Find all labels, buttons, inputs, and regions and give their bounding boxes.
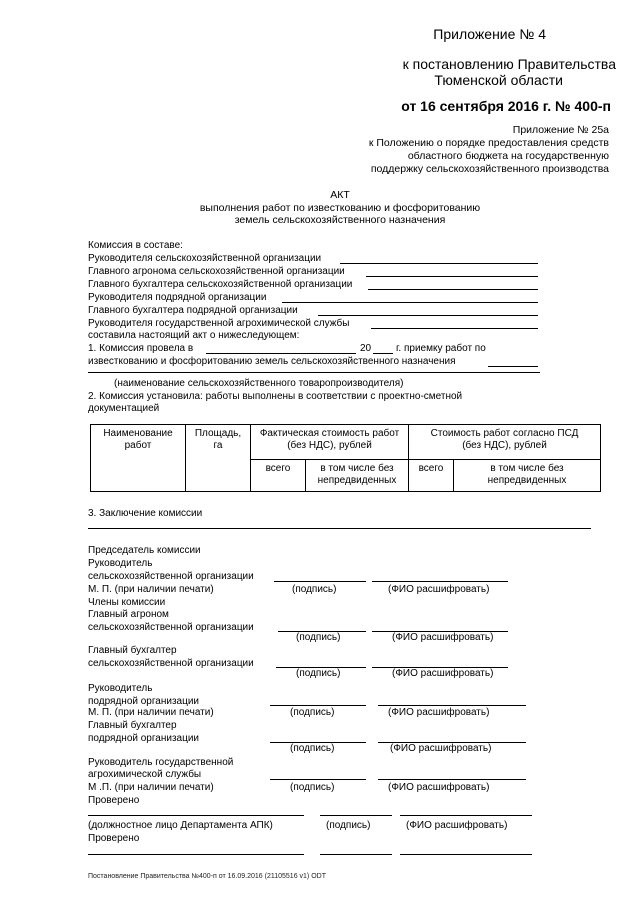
p2-line-2: документацией [88,403,160,414]
sub-line-2: областного бюджета на государственную [407,150,609,162]
p1-line-2: известкованию и фосфоритованию земель сельскохозяйственного назначения [88,356,456,367]
member-line-1: Руководителя сельскохозяйственной организации [88,253,322,264]
act-subtitle-1: выполнения работ по известкованию и фосфоритованию [199,202,481,214]
official-fio-blank[interactable] [400,815,532,816]
member-blank-3[interactable] [368,289,538,290]
works-table [90,424,601,492]
agronomist-signature-caption: (подпись) [296,632,341,643]
member-line-5: Главного бухгалтера подрядной организации [88,305,298,316]
p1-line2-blank[interactable] [488,366,538,367]
member-line-2: Главного агронома сельскохозяйственной организации [88,266,345,277]
members-label: Члены комиссии [88,597,166,608]
p1-date-blank[interactable] [206,353,356,354]
member-blank-1[interactable] [340,263,538,264]
chairman-signature-caption: (подпись) [292,584,337,595]
official-blank[interactable] [88,815,304,816]
contractor-acc-label: Главный бухгалтер [88,720,177,731]
official-caption: (должностное лицо Департамента АПК) [88,820,273,831]
member-line-4: Руководителя подрядной организации [88,292,267,303]
member-line-3: Главного бухгалтера сельскохозяйственной организации [88,279,353,290]
agrochem-signature-blank[interactable] [270,779,366,780]
checked2-fio-blank[interactable] [400,854,532,855]
th-work-name: Наименование работ [91,425,186,492]
agrochem-org: агрохимической службы [88,769,202,780]
act-title: АКТ [330,189,350,201]
accountant-fio-caption: (ФИО расшифровать) [392,668,494,679]
th-actual-unforeseen: в том числе без непредвиденных [306,460,409,492]
agrochem-stamp: М .П. (при наличии печати) [88,782,214,793]
accountant-org: сельскохозяйственной организации [88,658,254,669]
appendix-title: Приложение № 4 [433,26,546,42]
chairman-fio-caption: (ФИО расшифровать) [388,584,490,595]
p3-conclusion: 3. Заключение комиссии [88,508,203,519]
p2-line-1: 2. Комиссия установила: работы выполнены в соответствии с проектно-сметной [88,391,463,402]
sub-line-3: поддержку сельскохозяйственного производства [370,163,609,175]
producer-name-blank[interactable] [88,372,540,373]
official-signature-blank[interactable] [320,815,392,816]
th-actual-total: всего [251,460,306,492]
checked-label-1: Проверено [88,795,140,806]
chairman-signature-blank[interactable] [274,581,366,582]
th-psd-total: всего [409,460,454,492]
contractor-acc-org: подрядной организации [88,733,200,744]
contractor-stamp: М. П. (при наличии печати) [88,707,214,718]
agrochem-label: Руководитель государственной [88,757,234,768]
chairman-org: сельскохозяйственной организации [88,571,254,582]
agrochem-signature-caption: (подпись) [290,782,335,793]
contractor-head-signature-caption: (подпись) [290,707,335,718]
agrochem-fio-blank[interactable] [378,779,526,780]
contractor-head-label: Руководитель [88,683,153,694]
th-psd-cost: Стоимость работ согласно ПСД (без НДС), рублей [409,425,601,460]
date-number: от 16 сентября 2016 г. № 400-п [401,98,611,114]
th-area: Площадь, га [186,425,251,492]
contractor-head-fio-caption: (ФИО расшифровать) [388,707,490,718]
document-footer: Постановление Правительства №400-п от 16.09.2016 (21105516 v1) ODT [88,873,326,880]
sub-line-1: к Положению о порядке предоставления средств [368,137,609,149]
compiled-line: составила настоящий акт о нижеследующем: [88,330,300,341]
region-line: Тюменской области [434,72,563,88]
p1-end: г. приемку работ по [396,343,486,354]
official-signature-caption: (подпись) [326,820,371,831]
chairman-head: Руководитель [88,558,153,569]
conclusion-blank[interactable] [88,528,591,529]
member-blank-5[interactable] [318,315,538,316]
contractor-head-fio-blank[interactable] [378,705,526,706]
p1-year: 20 [360,343,372,354]
resolution-line: к постановлению Правительства [402,56,616,72]
sub-appendix: Приложение № 25а [512,124,609,136]
producer-caption: (наименование сельскохозяйственного товаропроизводителя) [114,378,404,389]
agronomist-label: Главный агроном [88,609,169,620]
chairman-stamp: М. П. (при наличии печати) [88,584,214,595]
p1-start: 1. Комиссия провела в [88,343,194,354]
chairman-label: Председатель комиссии [88,545,201,556]
contractor-acc-signature-caption: (подпись) [290,743,335,754]
commission-intro: Комиссия в составе: [88,240,183,251]
member-blank-2[interactable] [366,276,538,277]
official-fio-caption: (ФИО расшифровать) [406,820,508,831]
contractor-acc-fio-caption: (ФИО расшифровать) [390,743,492,754]
checked-label-2: Проверено [88,833,140,844]
member-blank-6[interactable] [371,328,538,329]
agronomist-org: сельскохозяйственной организации [88,622,254,633]
member-line-6: Руководителя государственной агрохимической службы [88,318,350,329]
member-blank-4[interactable] [282,302,538,303]
contractor-head-signature-blank[interactable] [270,705,366,706]
agrochem-fio-caption: (ФИО расшифровать) [388,782,490,793]
checked2-signature-blank[interactable] [320,854,392,855]
checked2-blank[interactable] [88,854,304,855]
th-actual-cost: Фактическая стоимость работ (без НДС), рублей [251,425,409,460]
chairman-fio-blank[interactable] [372,581,508,582]
accountant-label: Главный бухгалтер [88,645,177,656]
act-subtitle-2: земель сельскохозяйственного назначения [234,214,446,226]
th-psd-unforeseen: в том числе без непредвиденных [454,460,601,492]
p1-year-blank[interactable] [373,353,393,354]
contractor-head-org: подрядной организации [88,696,200,707]
agronomist-fio-caption: (ФИО расшифровать) [392,632,494,643]
accountant-signature-caption: (подпись) [296,668,341,679]
